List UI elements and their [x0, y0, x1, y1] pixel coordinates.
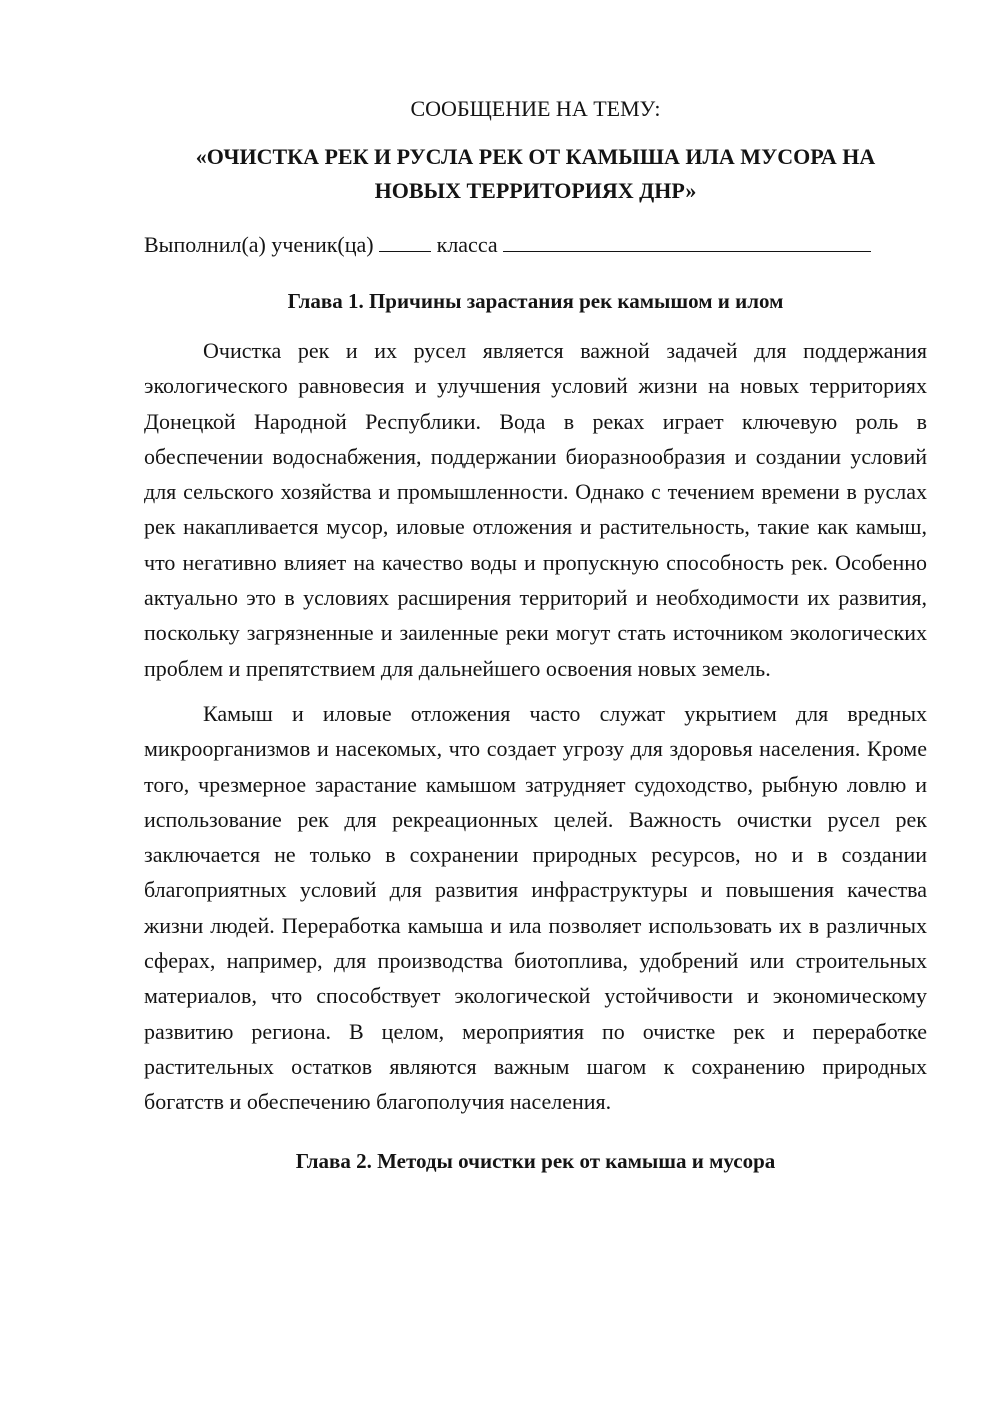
title-line-2: НОВЫХ ТЕРРИТОРИЯХ ДНР»	[374, 178, 697, 203]
chapter-2-heading: Глава 2. Методы очистки рек от камыша и мусора	[295, 1148, 776, 1173]
author-line	[144, 228, 927, 262]
document-header: СООБЩЕНИЕ НА ТЕМУ:	[410, 96, 661, 121]
title-line-1: «ОЧИСТКА РЕК И РУСЛА РЕК ОТ КАМЫША ИЛА МУСОРА НА	[195, 144, 876, 169]
paragraph-1: Очистка рек и их русел является важной задачей для поддержания экологического равновесия и улучшения условий жизни на новых территориях Донецкой Народной Республики. Вода в реках играет ключевую роль в обеспечении водоснабжения, поддержании биоразнообразия и создании условий для сельского хозяйства и промышленности. Однако с течением времени в руслах рек накапливается мусор, иловые отложения и растительность, такие как камыш, что негативно влияет на качество воды и пропускную способность рек. Особенно актуально это в условиях расширения территорий и необходимости их развития, поскольку загрязненные и заиленные реки могут стать источником экологических проблем и препятствием для дальнейшего освоения новых земель.	[144, 338, 927, 681]
name-blank	[503, 229, 871, 252]
document-title	[144, 140, 927, 208]
document-page	[144, 92, 927, 1178]
paragraph-2: Камыш и иловые отложения часто служат укрытием для вредных микроорганизмов и насекомых, что создает угрозу для здоровья населения. Кроме того, чрезмерное зарастание камышом затрудняет судоходство, рыбную ловлю и использование рек для рекреационных целей. Важность очистки русел рек заключается не только в сохранении природных ресурсов, но и в создании благоприятных условий для развития инфраструктуры и повышения качества жизни людей. Переработка камыша и ила позволяет использовать их в различных сферах, например, для производства биотоплива, удобрений или строительных материалов, что способствует экологической устойчивости и экономическому развитию региона. В целом, мероприятия по очистке рек и переработке растительных остатков являются важным шагом к сохранению природных богатств и обеспечению благополучия населения.	[144, 700, 927, 1115]
author-prefix: Выполнил(а) ученик(ца)	[144, 232, 374, 257]
author-middle: класса	[436, 232, 498, 257]
grade-blank	[379, 229, 431, 252]
chapter-1-heading: Глава 1. Причины зарастания рек камышом и илом	[287, 289, 784, 313]
